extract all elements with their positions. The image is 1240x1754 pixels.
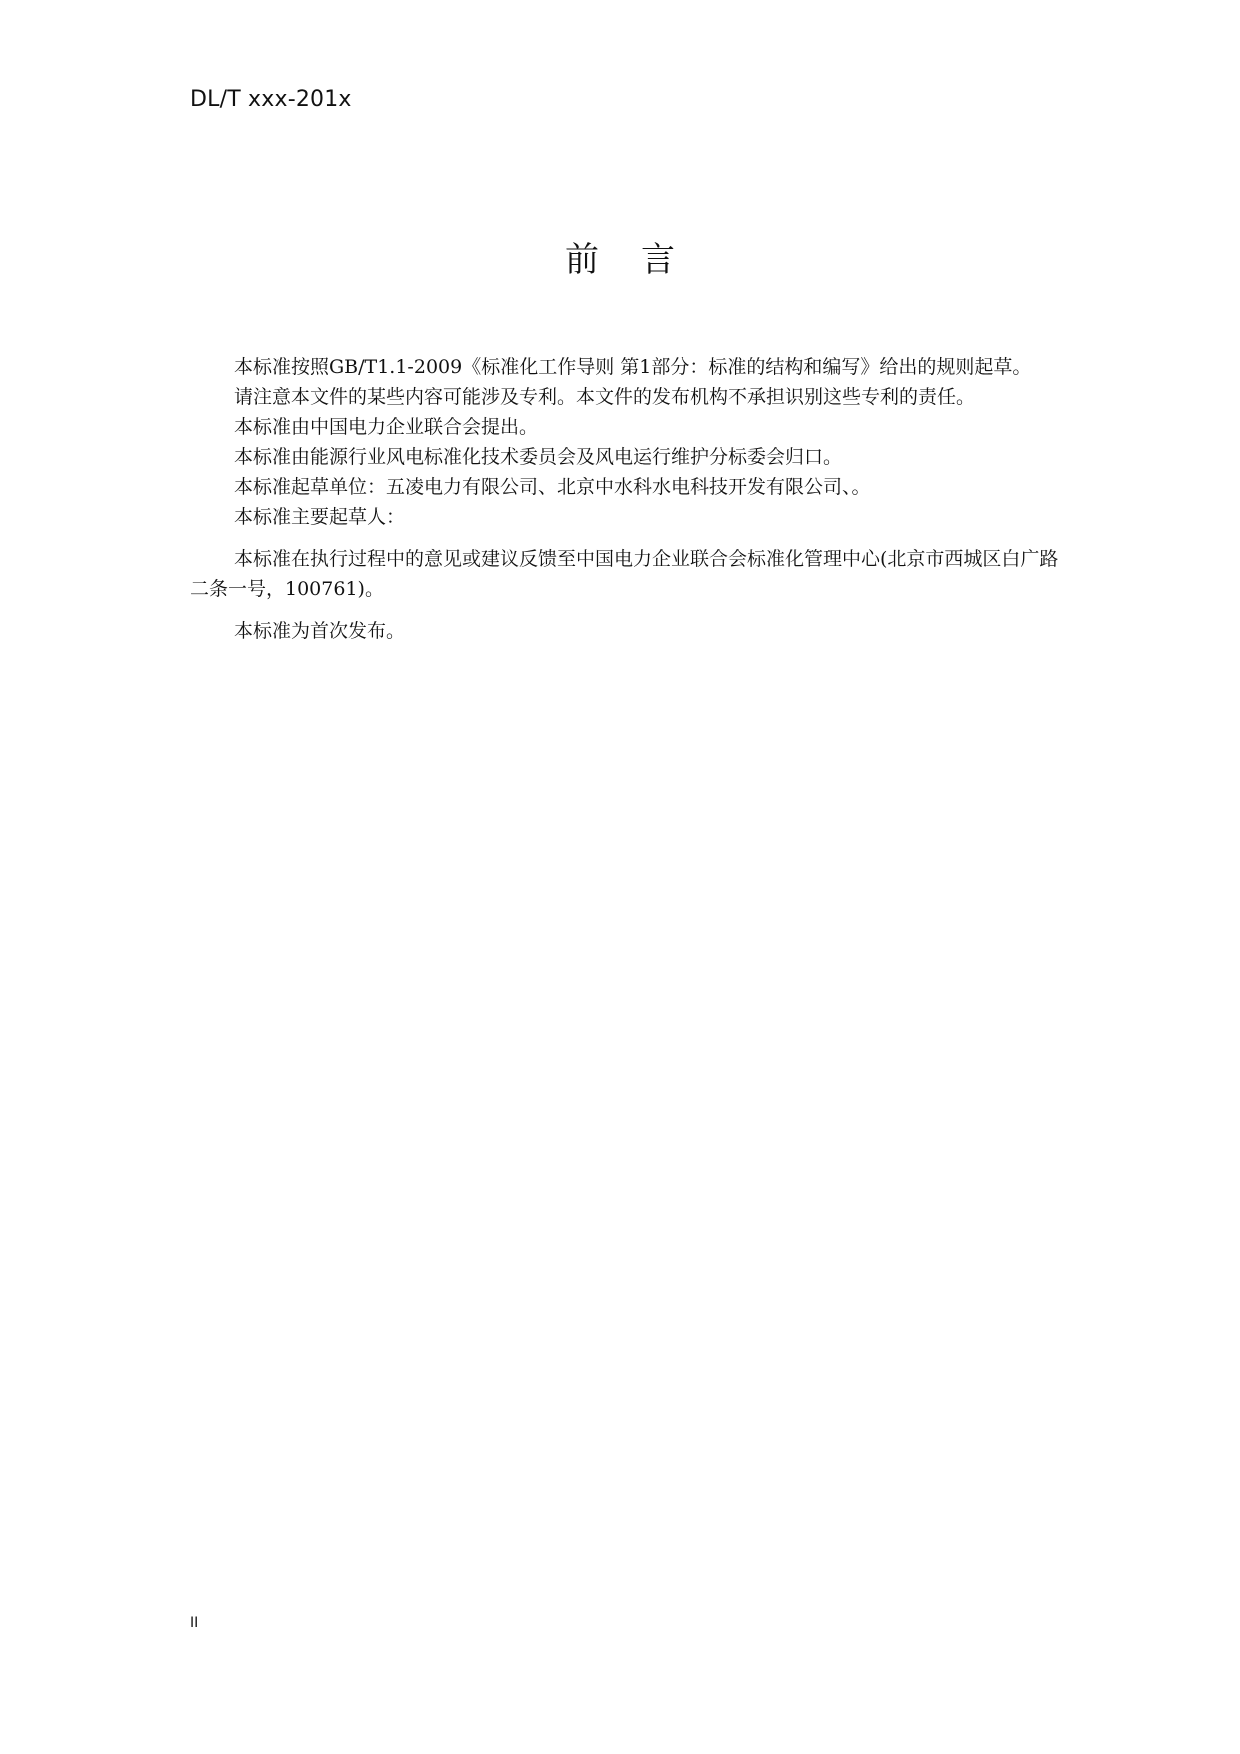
document-code: DL/T xxx-201x [190,87,352,112]
page-number: II [190,1615,199,1631]
paragraph-drafting-units: 本标准起草单位：五凌电力有限公司、北京中水科水电科技开发有限公司、。 [234,476,871,498]
paragraph-first-release: 本标准为首次发布。 [234,620,406,642]
paragraph-proposer: 本标准由中国电力企业联合会提出。 [234,416,539,438]
paragraph-feedback: 本标准在执行过程中的意见或建议反馈至中国电力企业联合会标准化管理中心(北京市西城区白广路二条一号，100761)。 [190,548,1059,600]
foreword-body [190,352,1060,646]
paragraph-responsible-committee: 本标准由能源行业风电标准化技术委员会及风电运行维护分标委会归口。 [234,446,843,468]
title-char-1: 前 [565,240,599,280]
paragraph-drafting-basis: 本标准按照GB/T1.1-2009《标准化工作导则 第1部分：标准的结构和编写》给出的规则起草。 [234,356,1032,378]
title-char-2: 言 [641,240,675,280]
paragraph-main-drafters: 本标准主要起草人： [234,506,406,528]
page-title [0,238,1240,282]
paragraph-patent-notice: 请注意本文件的某些内容可能涉及专利。本文件的发布机构不承担识别这些专利的责任。 [234,386,976,408]
